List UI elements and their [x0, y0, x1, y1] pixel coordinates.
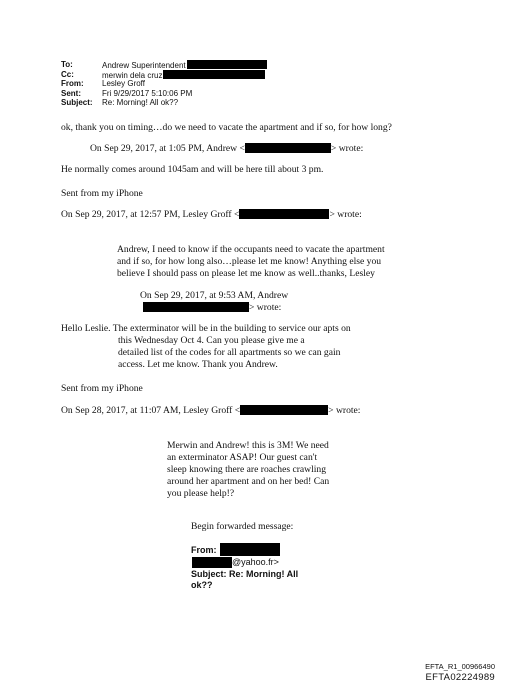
cc-name: merwin dela cruz: [102, 70, 163, 80]
fwd-subject-line-1: Subject: Re: Morning! All: [191, 569, 299, 579]
redaction: [239, 209, 329, 219]
fwd-email-suffix: @yahoo.fr>: [232, 557, 279, 567]
lesley-text-line-2: and if so, for how long also…please let me know! Anything else you: [117, 256, 382, 267]
subject-value: Re: Morning! All ok??: [102, 98, 179, 107]
andrew-text-line-3: detailed list of the codes for all apartments so we can gain: [118, 347, 341, 358]
signature-iphone-2: Sent from my iPhone: [61, 383, 143, 394]
from-value: Lesley Groff: [102, 79, 145, 88]
quote-prefix: On Sep 29, 2017, at 12:57 PM, Lesley Groff <: [61, 209, 240, 220]
cc-label: Cc:: [61, 69, 74, 79]
fwd-from-label: From:: [191, 545, 217, 555]
original-text-line-4: around her apartment and on her bed! Can: [167, 476, 330, 487]
footer-id-2: EFTA02224989: [425, 672, 495, 683]
lesley-text-line-3: believe I should pass on please let me know as well..thanks, Lesley: [117, 268, 375, 279]
andrew-text-line-4: access. Let me know. Thank you Andrew.: [118, 359, 278, 370]
sent-label: Sent:: [61, 88, 81, 98]
redaction: [163, 70, 265, 79]
forwarded-message-label: Begin forwarded message:: [191, 521, 294, 532]
quote-line-1: [90, 143, 363, 156]
redaction: [220, 543, 280, 556]
quoted-text-andrew: He normally comes around 1045am and will be here till about 3 pm.: [61, 164, 324, 175]
lesley-text-line-1: Andrew, I need to know if the occupants need to vacate the apartment: [117, 244, 385, 255]
original-text-line-3: sleep knowing there are roaches crawling: [167, 464, 327, 475]
quote-suffix: > wrote:: [329, 209, 362, 220]
email-header: [61, 60, 291, 110]
quote-line-3: On Sep 29, 2017, at 9:53 AM, Andrew: [140, 290, 289, 301]
quote-line-2: [61, 209, 362, 222]
sent-value: Fri 9/29/2017 5:10:06 PM: [102, 88, 193, 98]
redaction: [192, 557, 232, 568]
quote-suffix: > wrote:: [330, 143, 364, 154]
original-text-line-1: Merwin and Andrew! this is 3M! We need: [167, 440, 329, 451]
to-label: To:: [61, 60, 73, 69]
fwd-subject-line-2: ok??: [191, 580, 213, 590]
from-label: From:: [61, 79, 84, 88]
quote-suffix: > wrote:: [328, 405, 361, 416]
redaction: [143, 302, 249, 312]
quote-suffix: > wrote:: [249, 302, 282, 313]
redaction: [245, 143, 331, 153]
andrew-text-line-2: this Wednesday Oct 4. Can you please give me a: [118, 335, 305, 346]
original-text-line-2: an exterminator ASAP! Our guest can't: [167, 452, 318, 463]
to-name: Andrew Superintendent: [102, 61, 186, 70]
redaction: [187, 60, 267, 69]
quote-prefix: On Sep 28, 2017, at 11:07 AM, Lesley Groff <: [61, 405, 241, 416]
quote-line-3b: [143, 302, 281, 315]
signature-iphone: Sent from my iPhone: [61, 188, 143, 199]
redaction: [240, 405, 328, 415]
subject-label: Subject:: [61, 98, 93, 107]
quote-line-4: [61, 405, 360, 418]
reply-text: ok, thank you on timing…do we need to vacate the apartment and if so, for how long?: [61, 122, 392, 133]
andrew-text-line-1: Hello Leslie. The exterminator will be in the building to service our apts on: [61, 323, 351, 334]
original-text-line-5: you please help!?: [167, 488, 235, 499]
quote-prefix: On Sep 29, 2017, at 1:05 PM, Andrew <: [90, 143, 245, 154]
footer-id-1: EFTA_R1_00966490: [425, 662, 495, 671]
